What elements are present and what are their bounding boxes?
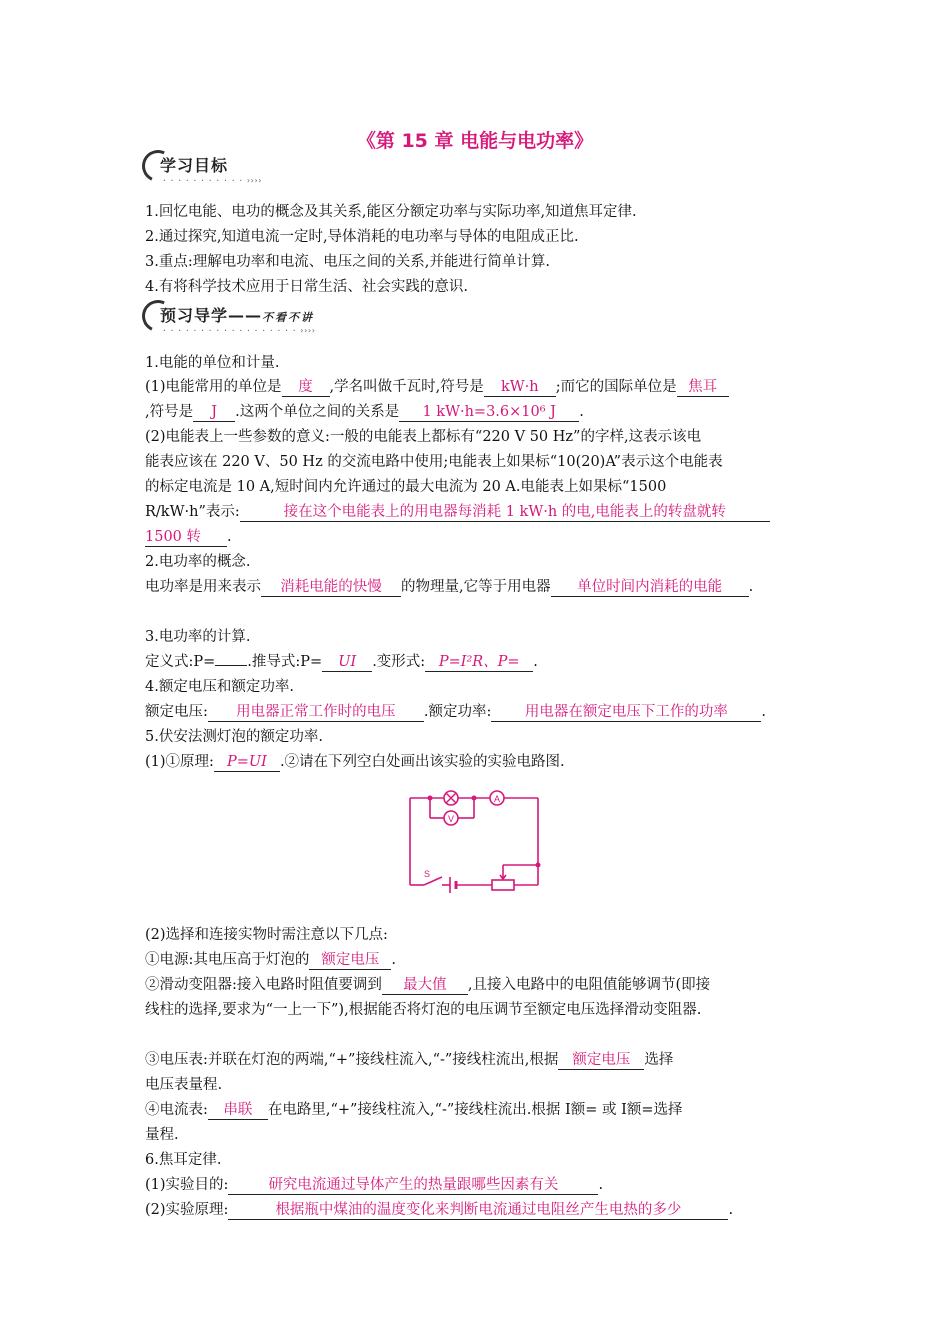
section-heading: 2.电功率的概念.: [145, 554, 251, 570]
goal-item: 3.重点:理解电功率和电流、电压之间的关系,并能进行简单计算.: [145, 254, 550, 270]
answer-blank: 根据瓶中煤油的温度变化来判断电流通过电阻丝产生电热的多少: [228, 1202, 728, 1220]
text-line: 的标定电流是 10 A,短时间内允许通过的最大电流为 20 A.电能表上如果标“1500: [145, 479, 667, 495]
text-line: 电功率是用来表示 消耗电能的快慢 的物理量,它等于用电器 单位时间内消耗的电能 .: [145, 579, 754, 595]
text-line: ②滑动变阻器:接入电路时阻值要调到 最大值 ,且接入电路中的电阻值能够调节(即接: [145, 977, 711, 993]
answer-blank: 度: [282, 379, 330, 397]
text-line: (1)电能常用的单位是 度 ,学名叫做千瓦时,符号是 kW·h ;而它的国际单位是 焦耳: [145, 377, 729, 397]
voltmeter-label: V: [447, 814, 455, 824]
answer-blank: J: [193, 404, 235, 422]
circuit-diagram: [402, 785, 552, 895]
lamp-icon: [444, 791, 458, 805]
answer-blank: 串联: [208, 1102, 268, 1120]
answer-blank: 单位时间内消耗的电能: [551, 579, 749, 597]
voltmeter-icon: [444, 811, 458, 825]
text-line: 电压表量程.: [145, 1077, 223, 1093]
text-line: (2)实验原理: 根据瓶中煤油的温度变化来判断电流通过电阻丝产生电热的多少 .: [145, 1202, 734, 1218]
answer-blank: 用电器在额定电压下工作的功率: [491, 704, 761, 722]
text-line: ,符号是 J .这两个单位之间的关系是 1 kW·h=3.6×10⁶ J .: [145, 404, 584, 420]
preview-heading-badge: [142, 300, 372, 335]
heading-dots-decoration: · · · · · · · · · · · ››››: [162, 176, 262, 185]
text-line: (2)电能表上一些参数的意义:一般的电能表上都标有“220 V 50 Hz”的字样,这表示该电: [145, 429, 702, 445]
answer-blank: 额定电压: [309, 952, 391, 970]
section-heading: 3.电功率的计算.: [145, 629, 251, 645]
text-line: ③电压表:并联在灯泡的两端,“+”接线柱流入,“-”接线柱流出,根据 额定电压 选择: [145, 1052, 674, 1068]
text-line: (1)①原理: P=UI .②请在下列空白处画出该实验的实验电路图.: [145, 754, 565, 770]
text-line: 量程.: [145, 1127, 179, 1143]
goal-item: 1.回忆电能、电功的概念及其关系,能区分额定功率与实际功率,知道焦耳定律.: [145, 204, 637, 220]
heading-dots-decoration: · · · · · · · · · · · · · · · · · · ››››: [162, 326, 315, 335]
answer-blank: P=UI: [214, 754, 280, 772]
text-line: 1500 转 .: [145, 529, 232, 545]
text-line: 线柱的选择,要求为“一上一下”),根据能否将灯泡的电压调节至额定电压选择滑动变阻器.: [145, 1002, 702, 1018]
text-line: (1)实验目的: 研究电流通过导体产生的热量跟哪些因素有关 .: [145, 1177, 604, 1193]
text-line: 额定电压: 用电器正常工作时的电压 .额定功率: 用电器在额定电压下工作的功率 .: [145, 704, 766, 720]
answer-blank: 额定电压: [558, 1052, 644, 1070]
goals-heading: 学习目标: [160, 156, 229, 175]
goal-item: 4.有将科学技术应用于日常生活、社会实践的意识.: [145, 279, 468, 295]
answer-blank: 1500 转: [145, 529, 227, 547]
answer-blank: P=I²R、P=: [425, 654, 533, 672]
ammeter-icon: [490, 791, 504, 805]
answer-blank: 1 kW·h=3.6×10⁶ J: [399, 404, 579, 422]
text-line: 能表应该在 220 V、50 Hz 的交流电路中使用;电能表上如果标“10(20)A”表示这个电能表: [145, 454, 723, 470]
switch-label: S: [424, 869, 431, 879]
section-heading: 4.额定电压和额定功率.: [145, 679, 294, 695]
answer-blank: [215, 665, 247, 666]
preview-heading: 预习导学——不看不讲: [160, 306, 315, 325]
text-line: (2)选择和连接实物时需注意以下几点:: [145, 927, 388, 943]
ammeter-label: A: [493, 794, 501, 804]
page-title: 《第 15 章 电能与电功率》: [356, 130, 594, 152]
text-line: ④电流表: 串联 在电路里,“+”接线柱流入,“-”接线柱流出.根据 I额= 或 I额=选择: [145, 1102, 683, 1118]
text-line: 定义式:P= .推导式:P= UI .变形式: P=I²R、P= .: [145, 654, 538, 670]
section-heading: 6.焦耳定律.: [145, 1152, 222, 1168]
answer-blank: 研究电流通过导体产生的热量跟哪些因素有关: [228, 1177, 598, 1195]
goals-heading-badge: [142, 150, 292, 185]
answer-blank: kW·h: [484, 379, 556, 397]
answer-blank: 接在这个电能表上的用电器每消耗 1 kW·h 的电,电能表上的转盘就转: [240, 504, 770, 522]
section-heading: 5.伏安法测灯泡的额定功率.: [145, 729, 323, 745]
answer-blank: 焦耳: [677, 379, 729, 397]
answer-blank: 最大值: [382, 977, 468, 995]
answer-blank: UI: [322, 654, 372, 672]
goal-item: 2.通过探究,知道电流一定时,导体消耗的电功率与导体的电阻成正比.: [145, 229, 579, 245]
answer-blank: 消耗电能的快慢: [261, 579, 401, 597]
text-line: R/kW·h”表示: 接在这个电能表上的用电器每消耗 1 kW·h 的电,电能表上的转盘就转: [145, 502, 770, 522]
answer-blank: 用电器正常工作时的电压: [208, 704, 424, 722]
text-line: ①电源:其电压高于灯泡的 额定电压 .: [145, 952, 396, 968]
section-heading: 1.电能的单位和计量.: [145, 355, 280, 371]
